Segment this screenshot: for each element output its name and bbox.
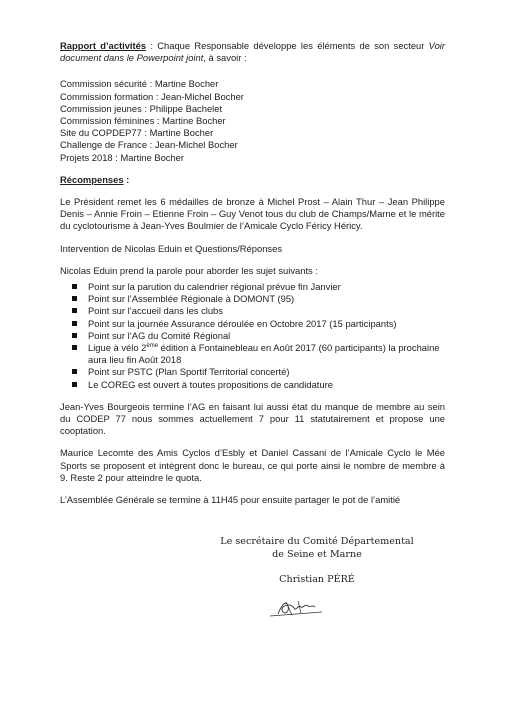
list-item <box>60 281 445 293</box>
rewards-paragraph: Le Président remet les 6 médailles de bronze à Michel Prost – Alain Thur – Jean Philippe Denis – Annie Froin – Etienne Froin – Guy Venot tous du club de Champs/Marne et le mérite du cyclotourisme à Jean-Yves Boulmier de l’Amicale Cyclo Féricy Héricy. <box>60 196 445 232</box>
list-item <box>60 366 445 378</box>
list-item <box>60 305 445 317</box>
list-item <box>60 379 445 391</box>
list-item-text-continued: édition à Fontainebleau en Août 2017 (60 participants) la prochaine aura lieu fin Août 2018 <box>88 342 440 366</box>
intervention-line: Intervention de Nicolas Eduin et Questions/Réponses <box>60 242 283 254</box>
bullet-square-icon <box>72 333 77 338</box>
signature-title-line-2: de Seine et Marne <box>272 548 362 560</box>
commission-item: Projets 2018 : Martine Bocher <box>60 151 185 163</box>
topics-list <box>60 281 445 391</box>
bullet-square-icon <box>72 284 77 289</box>
list-item-text: Ligue à vélo 2 <box>88 342 147 354</box>
commission-item: Commission jeunes : Philippe Bachelet <box>60 102 223 114</box>
bullet-square-icon <box>72 296 77 301</box>
commission-item: Commission sécurité : Martine Bocher <box>60 78 219 90</box>
bullet-square-icon <box>72 308 77 313</box>
bourgeois-paragraph: Jean-Yves Bourgeois termine l’AG en faisant lui aussi état du manque de membre au sein du CODEP 77 nous sommes actuellement 7 pour 11 statutairement et propose une cooptation. <box>60 400 445 437</box>
list-item-text: Point sur l’accueil dans les clubs <box>88 305 223 317</box>
rewards-heading <box>60 174 445 186</box>
activity-report-text-end: , à savoir : <box>203 52 247 64</box>
commission-item: Commission féminines : Martine Bocher <box>60 115 226 127</box>
bullet-square-icon <box>72 345 77 350</box>
list-item-text: Point sur l’Assemblée Régionale à DOMONT (95) <box>88 293 295 305</box>
list-item-text: Point sur l’AG du Comité Régional <box>88 329 231 341</box>
list-item-text: Point sur la parution du calendrier régional prévue fin Janvier <box>88 281 341 293</box>
rewards-heading-label: Récompenses <box>60 173 124 185</box>
handwritten-signature <box>268 598 324 620</box>
commission-item: Commission formation : Jean-Michel Bocher <box>60 90 244 102</box>
document-body <box>60 40 445 516</box>
activity-report-label: Rapport d’activités <box>60 40 147 51</box>
bullet-square-icon <box>72 382 77 387</box>
bullet-square-icon <box>72 321 77 326</box>
signatory-name: Christian PÉRÉ <box>279 574 355 585</box>
new-members-paragraph: Maurice Lecomte des Amis Cyclos d’Esbly et Daniel Cassani de l’Amicale Cyclo le Mée Sports se proposent et intègrent donc le bureau, ce qui porte ainsi le nombre de membre à 9. Reste 2 pour atteindre le quota. <box>60 447 445 483</box>
activity-report-paragraph <box>60 40 445 64</box>
list-item-text: Point sur la journée Assurance déroulée en Octobre 2017 (15 participants) <box>88 317 397 329</box>
list-item <box>60 330 445 342</box>
signature-title-line-1: Le secrétaire du Comité Départemental <box>220 536 414 547</box>
commission-list <box>60 78 445 163</box>
bullet-square-icon <box>72 369 77 374</box>
signature-block <box>212 536 422 587</box>
list-item-text: Le COREG est ouvert à toutes propositions de candidature <box>88 378 333 390</box>
intro-line: Nicolas Eduin prend la parole pour aborder les sujet suivants : <box>60 264 318 276</box>
list-item <box>60 318 445 330</box>
closing-line: L’Assemblée Générale se termine à 11H45 pour ensuite partager le pot de l’amitié <box>60 494 401 506</box>
commission-item: Site du COPDEP77 : Martine Bocher <box>60 127 214 139</box>
list-item <box>60 342 445 366</box>
commission-item: Challenge de France : Jean-Michel Bocher <box>60 139 238 151</box>
rewards-heading-suffix: : <box>123 173 130 185</box>
list-item <box>60 293 445 305</box>
activity-report-reference: Voir document dans le Powerpoint joint <box>60 40 445 64</box>
list-item-text: Point sur PSTC (Plan Sportif Territorial concerté) <box>88 366 290 378</box>
activity-report-text: : Chaque Responsable développe les éléments de son secteur <box>146 40 429 51</box>
list-item-superscript: ème <box>146 342 159 349</box>
